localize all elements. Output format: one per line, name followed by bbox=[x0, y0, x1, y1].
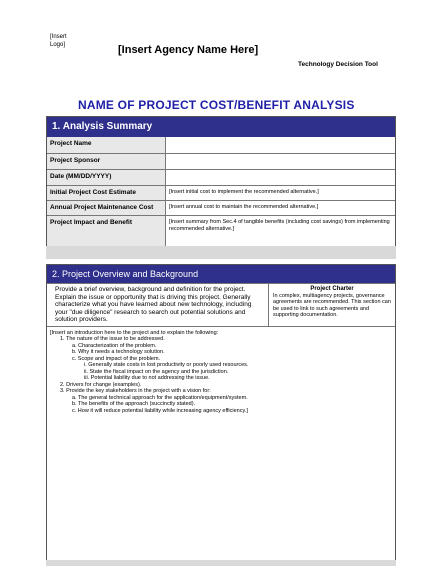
table-row bbox=[47, 169, 395, 185]
document-title: NAME OF PROJECT COST/BENEFIT ANALYSIS bbox=[78, 98, 355, 112]
row-label: Date (MM/DD/YYYY) bbox=[47, 170, 166, 185]
charter-text: In complex, multiagency projects, governance agreements are recommended. This section can be used to link to such agreements and supporting documentation. bbox=[273, 292, 391, 319]
table-row bbox=[47, 137, 395, 153]
body-line: ii. State the fiscal impact on the agency and the jurisdiction. bbox=[84, 368, 229, 375]
row-label: Project Sponsor bbox=[47, 154, 166, 169]
logo-line-2: Logo] bbox=[50, 42, 66, 48]
body-line: a. The general technical approach for the application/equipment/system. bbox=[72, 394, 248, 401]
table-row bbox=[47, 200, 395, 215]
row-label: Project Impact and Benefit bbox=[47, 216, 166, 248]
page-bottom-bar bbox=[46, 560, 396, 566]
row-value[interactable]: [Insert initial cost to implement the recommended alternative.] bbox=[169, 189, 319, 195]
body-line: 2. Drivers for change (examples). bbox=[60, 381, 142, 388]
overview-instructions: Provide a brief overview, background and definition for the project. Explain the issue or opportunity that is driving this project. Generally characterize what you have learned about new technology, including your "due diligence" research to search out potential solutions and solution providers. bbox=[47, 284, 269, 326]
body-line: iii. Potential liability due to not addressing the issue. bbox=[84, 375, 210, 382]
row-label: Project Name bbox=[47, 137, 166, 153]
body-line: i. Generally state costs in lost productivity or poorly used resources. bbox=[84, 362, 249, 369]
logo-placeholder bbox=[50, 33, 67, 49]
table-row bbox=[47, 215, 395, 248]
overview-body-text[interactable] bbox=[47, 326, 395, 561]
analysis-summary-section bbox=[46, 116, 396, 249]
body-line: [Insert an introduction here to the project and to explain the following: bbox=[50, 329, 219, 336]
section-divider bbox=[46, 246, 396, 259]
charter-title: Project Charter bbox=[310, 286, 354, 292]
row-value[interactable] bbox=[166, 154, 395, 169]
tool-name: Technology Decision Tool bbox=[298, 61, 378, 68]
summary-table bbox=[47, 137, 395, 248]
row-value[interactable] bbox=[166, 137, 395, 153]
body-line: a. Characterization of the problem. bbox=[72, 342, 157, 349]
table-row bbox=[47, 185, 395, 200]
section-heading: 2. Project Overview and Background bbox=[47, 265, 395, 283]
project-overview-section bbox=[46, 264, 396, 562]
project-charter-box bbox=[269, 284, 395, 326]
body-line: c. Scope and impact of the problem. bbox=[72, 355, 161, 362]
body-line: b. Why it needs a technology solution. bbox=[72, 349, 165, 356]
table-row bbox=[47, 153, 395, 169]
row-value[interactable] bbox=[166, 170, 395, 185]
body-line: c. How it will reduce potential liability while increasing agency efficiency.] bbox=[72, 407, 248, 414]
logo-line-1: [Insert bbox=[50, 34, 67, 40]
overview-row bbox=[47, 283, 395, 326]
row-label: Initial Project Cost Estimate bbox=[47, 186, 166, 200]
row-value[interactable]: [Insert annual cost to maintain the recommended alternative.] bbox=[169, 204, 319, 210]
row-label: Annual Project Maintenance Cost bbox=[47, 201, 166, 215]
section-heading: 1. Analysis Summary bbox=[47, 117, 395, 137]
body-line: 1. The nature of the issue to be addressed. bbox=[60, 336, 165, 343]
row-value[interactable]: [Insert summary from Sec.4 of tangible benefits (including cost savings) from implementing recommended alternative.] bbox=[169, 219, 390, 232]
body-line: 3. Provide the key stakeholders in the project with a vision for: bbox=[60, 388, 211, 395]
body-line: b. The benefits of the approach (succinctly stated). bbox=[72, 401, 196, 408]
agency-name: [Insert Agency Name Here] bbox=[118, 44, 259, 56]
